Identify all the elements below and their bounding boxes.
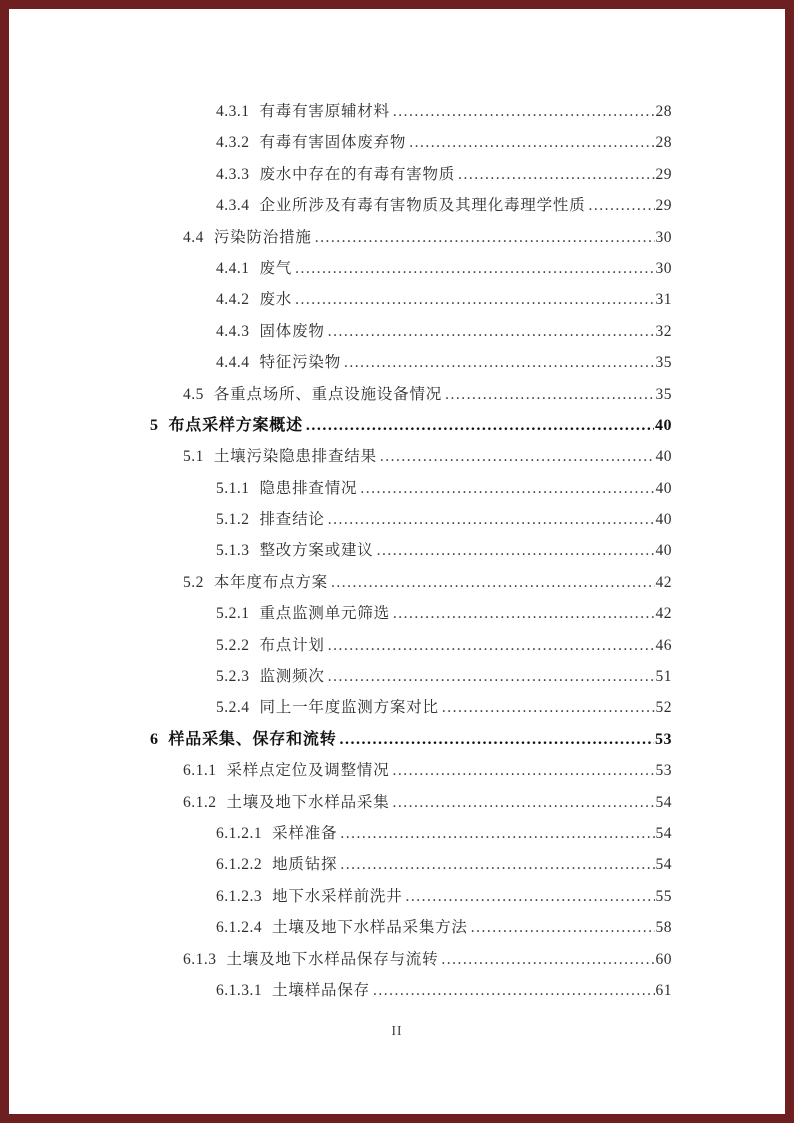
toc-entry — [183, 441, 672, 472]
entry-page: 54 — [655, 856, 672, 874]
leader-dots — [328, 661, 655, 692]
toc-entry — [216, 473, 672, 504]
entry-title: 重点监测单元筛选 — [259, 605, 390, 623]
entry-title: 本年度布点方案 — [213, 573, 328, 591]
toc-entry — [150, 724, 672, 755]
entry-page: 54 — [655, 824, 672, 842]
entry-title: 废水中存在的有毒有害物质 — [259, 165, 456, 183]
entry-page: 58 — [655, 919, 672, 937]
entry-title: 废气 — [259, 259, 293, 277]
entry-title: 采样准备 — [272, 824, 338, 842]
toc-entry — [216, 881, 672, 912]
entry-title: 土壤及地下水样品采集方法 — [272, 919, 468, 937]
leader-dots — [344, 347, 654, 378]
entry-number: 6.1.2.1 — [216, 824, 263, 842]
entry-number: 4.4.3 — [216, 322, 250, 340]
entry-page: 55 — [655, 887, 672, 905]
entry-page: 40 — [655, 542, 672, 560]
entry-number: 4.4.2 — [216, 291, 250, 309]
entry-page: 28 — [655, 134, 672, 152]
entry-number: 6.1.3 — [183, 950, 217, 968]
entry-number: 5.1.2 — [216, 511, 250, 529]
toc-entry — [183, 787, 672, 818]
leader-dots — [306, 410, 654, 441]
entry-page: 46 — [655, 636, 672, 654]
entry-title: 采样点定位及调整情况 — [226, 762, 390, 780]
entry-title: 样品采集、保存和流转 — [168, 730, 337, 748]
entry-page: 29 — [655, 197, 672, 215]
leader-dots — [340, 724, 654, 755]
toc-entry — [216, 159, 672, 190]
leader-dots — [393, 96, 655, 127]
entry-number: 5.2.4 — [216, 699, 250, 717]
entry-number: 5.2.2 — [216, 636, 250, 654]
leader-dots — [393, 787, 655, 818]
leader-dots — [589, 190, 655, 221]
toc-entry — [216, 96, 672, 127]
entry-title: 整改方案或建议 — [259, 542, 374, 560]
entry-number: 4.4.1 — [216, 259, 250, 277]
entry-number: 4.3.3 — [216, 165, 250, 183]
entry-page: 31 — [655, 291, 672, 309]
leader-dots — [328, 504, 655, 535]
entry-title: 土壤污染隐患排查结果 — [213, 448, 377, 466]
toc-entry — [216, 347, 672, 378]
entry-title: 布点计划 — [259, 636, 325, 654]
entry-number: 6.1.2.2 — [216, 856, 263, 874]
leader-dots — [315, 222, 655, 253]
leader-dots — [458, 159, 654, 190]
entry-title: 隐患排查情况 — [259, 479, 358, 497]
entry-number: 5.1.1 — [216, 479, 250, 497]
entry-title: 企业所涉及有毒有害物质及其理化毒理学性质 — [259, 197, 586, 215]
leader-dots — [471, 912, 655, 943]
leader-dots — [373, 975, 655, 1006]
entry-number: 5.2.1 — [216, 605, 250, 623]
toc-entry — [150, 410, 672, 441]
entry-title: 地下水采样前洗井 — [272, 887, 403, 905]
entry-title: 污染防治措施 — [213, 228, 312, 246]
entry-page: 52 — [655, 699, 672, 717]
entry-title: 土壤及地下水样品采集 — [226, 793, 390, 811]
toc-entry — [216, 504, 672, 535]
entry-number: 6.1.1 — [183, 762, 217, 780]
entry-title: 有毒有害原辅材料 — [259, 103, 390, 120]
page-number-footer: II — [391, 1023, 403, 1038]
entry-title: 有毒有害固体废弃物 — [259, 134, 407, 152]
entry-title: 地质钻探 — [272, 856, 338, 874]
entry-number: 4.5 — [183, 385, 204, 403]
toc-entry — [216, 316, 672, 347]
entry-page: 28 — [655, 103, 672, 120]
entry-title: 土壤样品保存 — [272, 981, 370, 999]
leader-dots — [295, 253, 654, 284]
leader-dots — [360, 473, 654, 504]
entry-page: 53 — [655, 762, 672, 780]
entry-title: 监测频次 — [259, 668, 325, 686]
toc-entry — [216, 818, 672, 849]
toc-entry — [216, 598, 672, 629]
entry-number: 6.1.2.3 — [216, 887, 263, 905]
entry-title: 土壤及地下水样品保存与流转 — [226, 950, 439, 968]
entry-page: 42 — [655, 573, 672, 591]
entry-title: 各重点场所、重点设施设备情况 — [213, 385, 443, 403]
toc-entry — [216, 127, 672, 158]
entry-page: 60 — [655, 950, 672, 968]
leader-dots — [340, 818, 654, 849]
entry-number: 5 — [150, 416, 159, 434]
entry-page: 40 — [655, 416, 672, 434]
entry-number: 6.1.2.4 — [216, 919, 263, 937]
toc-entry — [216, 253, 672, 284]
entry-title: 废水 — [259, 291, 293, 309]
entry-page: 61 — [655, 981, 672, 999]
toc-entry — [216, 849, 672, 880]
entry-number: 4.3.1 — [216, 103, 250, 120]
entry-title: 固体废物 — [259, 322, 325, 340]
leader-dots — [445, 379, 654, 410]
entry-page: 30 — [655, 228, 672, 246]
leader-dots — [295, 284, 654, 315]
toc-entry — [216, 284, 672, 315]
entry-page: 40 — [655, 448, 672, 466]
entry-page: 51 — [655, 668, 672, 686]
toc-entry — [216, 630, 672, 661]
entry-page: 30 — [655, 259, 672, 277]
entry-page: 54 — [655, 793, 672, 811]
table-of-contents — [150, 96, 672, 1006]
entry-number: 5.1 — [183, 448, 204, 466]
entry-page: 32 — [655, 322, 672, 340]
entry-title: 布点采样方案概述 — [168, 416, 303, 434]
leader-dots — [441, 944, 654, 975]
entry-page: 29 — [655, 165, 672, 183]
entry-page: 53 — [655, 730, 672, 748]
leader-dots — [380, 441, 655, 472]
toc-entry — [183, 755, 672, 786]
entry-page: 35 — [655, 354, 672, 372]
entry-page: 42 — [655, 605, 672, 623]
toc-entry — [216, 692, 672, 723]
leader-dots — [340, 849, 654, 880]
entry-page: 35 — [655, 385, 672, 403]
entry-number: 5.1.3 — [216, 542, 250, 560]
entry-title: 排查结论 — [259, 511, 325, 529]
leader-dots — [377, 535, 655, 566]
toc-entry — [216, 535, 672, 566]
leader-dots — [331, 567, 655, 598]
entry-number: 6 — [150, 730, 159, 748]
leader-dots — [328, 630, 655, 661]
entry-title: 同上一年度监测方案对比 — [259, 699, 439, 717]
entry-number: 5.2 — [183, 573, 204, 591]
entry-number: 6.1.3.1 — [216, 981, 263, 999]
toc-entry — [183, 222, 672, 253]
leader-dots — [393, 755, 655, 786]
leader-dots — [406, 881, 655, 912]
entry-number: 6.1.2 — [183, 793, 217, 811]
entry-title: 特征污染物 — [259, 354, 342, 372]
entry-number: 5.2.3 — [216, 668, 250, 686]
toc-entry — [183, 379, 672, 410]
entry-number: 4.3.4 — [216, 197, 250, 215]
toc-entry — [216, 190, 672, 221]
leader-dots — [393, 598, 655, 629]
leader-dots — [409, 127, 654, 158]
toc-entry — [183, 944, 672, 975]
toc-entry — [216, 661, 672, 692]
leader-dots — [442, 692, 655, 723]
leader-dots — [328, 316, 655, 347]
entry-page: 40 — [655, 479, 672, 497]
toc-entry — [216, 975, 672, 1006]
entry-number: 4.4 — [183, 228, 204, 246]
toc-entry — [216, 912, 672, 943]
toc-entry — [183, 567, 672, 598]
entry-number: 4.3.2 — [216, 134, 250, 152]
entry-page: 40 — [655, 511, 672, 529]
entry-number: 4.4.4 — [216, 354, 250, 372]
